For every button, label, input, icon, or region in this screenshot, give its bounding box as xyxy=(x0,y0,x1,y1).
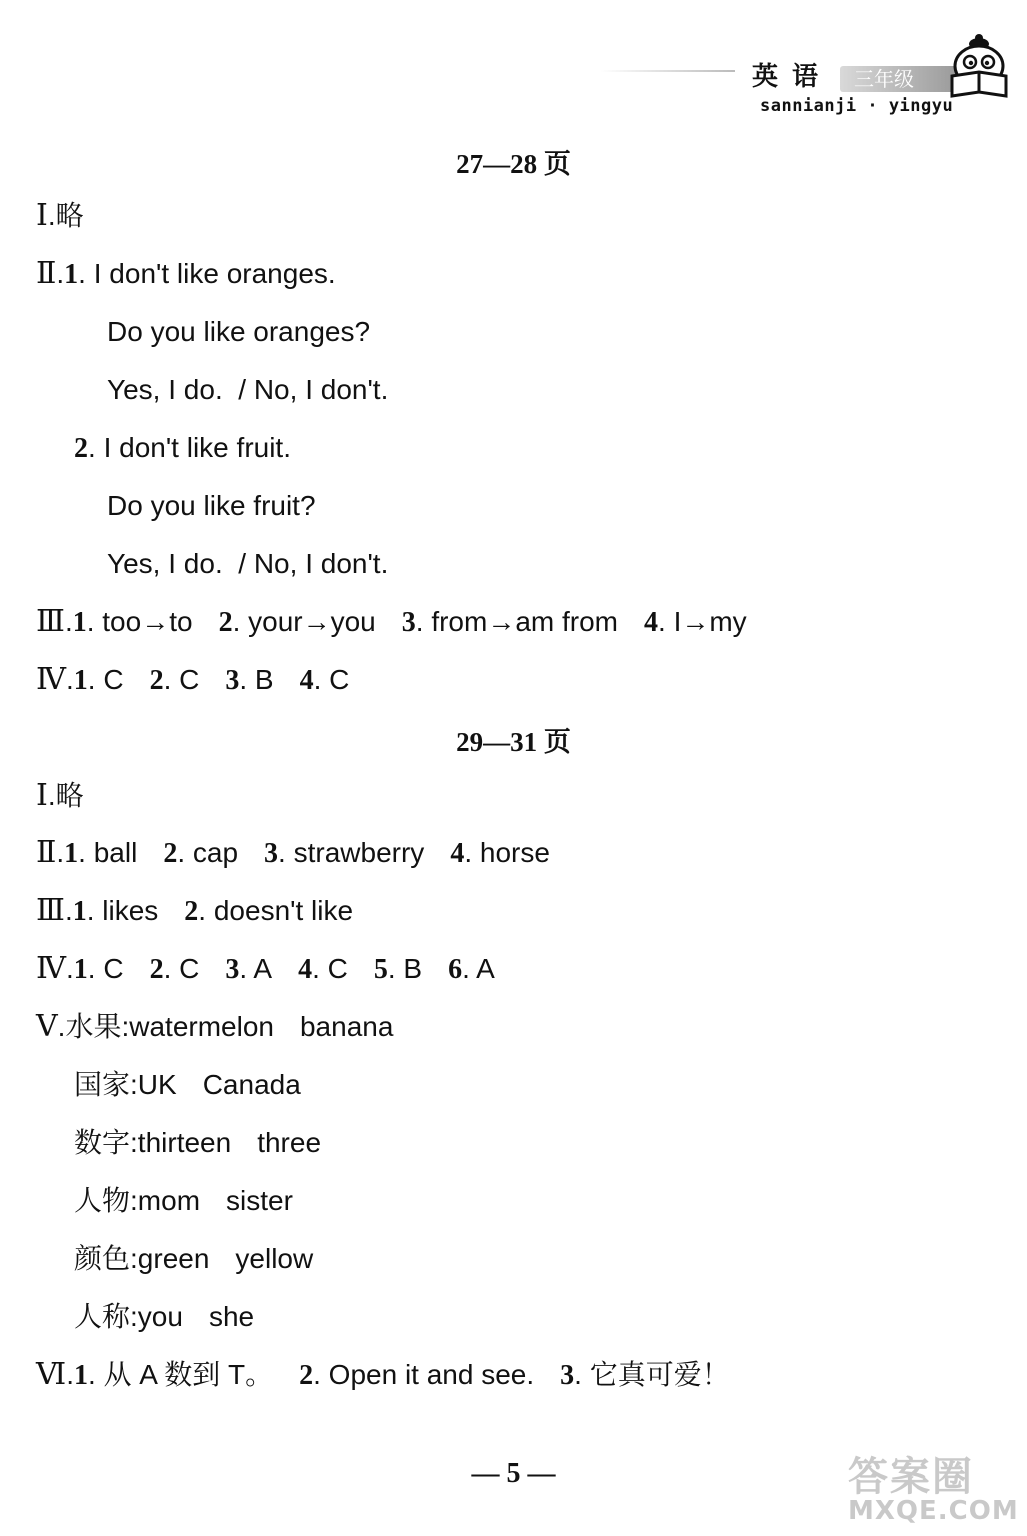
header-rule xyxy=(600,70,735,72)
header-pinyin: sannianji · yingyu xyxy=(760,96,954,116)
s2-part-1: Ⅰ.略 xyxy=(36,779,84,812)
s1-part-2-item-1-line-3: Yes, I do. / No, I don't. xyxy=(107,374,389,405)
section-title-27-28: 27—28 页 xyxy=(456,149,571,179)
watermark-site-text: MXQE.COM xyxy=(848,1496,1019,1526)
header-grade: 三年级 xyxy=(840,66,958,92)
s2-part-5-row-6: 人称:you she xyxy=(74,1301,255,1332)
s1-part-2-item-1-line-1: Ⅱ.1. I don't like oranges. xyxy=(36,257,336,290)
s1-part-2-item-2-line-1: 2. I don't like fruit. xyxy=(74,432,291,464)
s1-part-3: Ⅲ.1. too→to 2. your→you 3. from→am from 4. I→my xyxy=(36,605,747,638)
s2-part-3: Ⅲ.1. likes 2. doesn't like xyxy=(36,894,354,927)
s1-part-2-item-2-line-3: Yes, I do. / No, I don't. xyxy=(107,548,389,579)
s2-part-4: Ⅳ.1. C 2. C 3. A 4. C 5. B 6. A xyxy=(36,952,495,985)
watermark xyxy=(848,1445,1018,1525)
s2-part-5-row-5: 颜色:green yellow xyxy=(74,1243,314,1274)
s2-part-6: Ⅵ.1. 从 A 数到 T。 2. Open it and see. 3. 它真可爱！ xyxy=(36,1358,730,1391)
watermark-logo-text: 答案圈 xyxy=(848,1454,974,1500)
reading-mascot-icon xyxy=(946,32,1012,98)
s2-part-2: Ⅱ.1. ball 2. cap 3. strawberry 4. horse xyxy=(36,836,550,869)
s2-part-5-row-1: Ⅴ.水果:watermelon banana xyxy=(36,1010,394,1043)
section-title-29-31: 29—31 页 xyxy=(456,727,571,757)
s2-part-5-row-4: 人物:mom sister xyxy=(74,1185,293,1216)
s1-part-2-item-2-line-2: Do you like fruit? xyxy=(107,490,316,521)
s2-part-5-row-3: 数字:thirteen three xyxy=(74,1127,322,1158)
s2-part-5-row-2: 国家:UK Canada xyxy=(74,1069,301,1100)
s1-part-2-item-1-line-2: Do you like oranges? xyxy=(107,316,371,347)
s1-part-4: Ⅳ.1. C 2. C 3. B 4. C xyxy=(36,663,350,696)
s1-part-1: Ⅰ.略 xyxy=(36,199,84,232)
page-header xyxy=(600,52,1020,122)
header-subject: 英语 xyxy=(752,62,833,92)
page-number: — 5 — xyxy=(471,1458,556,1489)
